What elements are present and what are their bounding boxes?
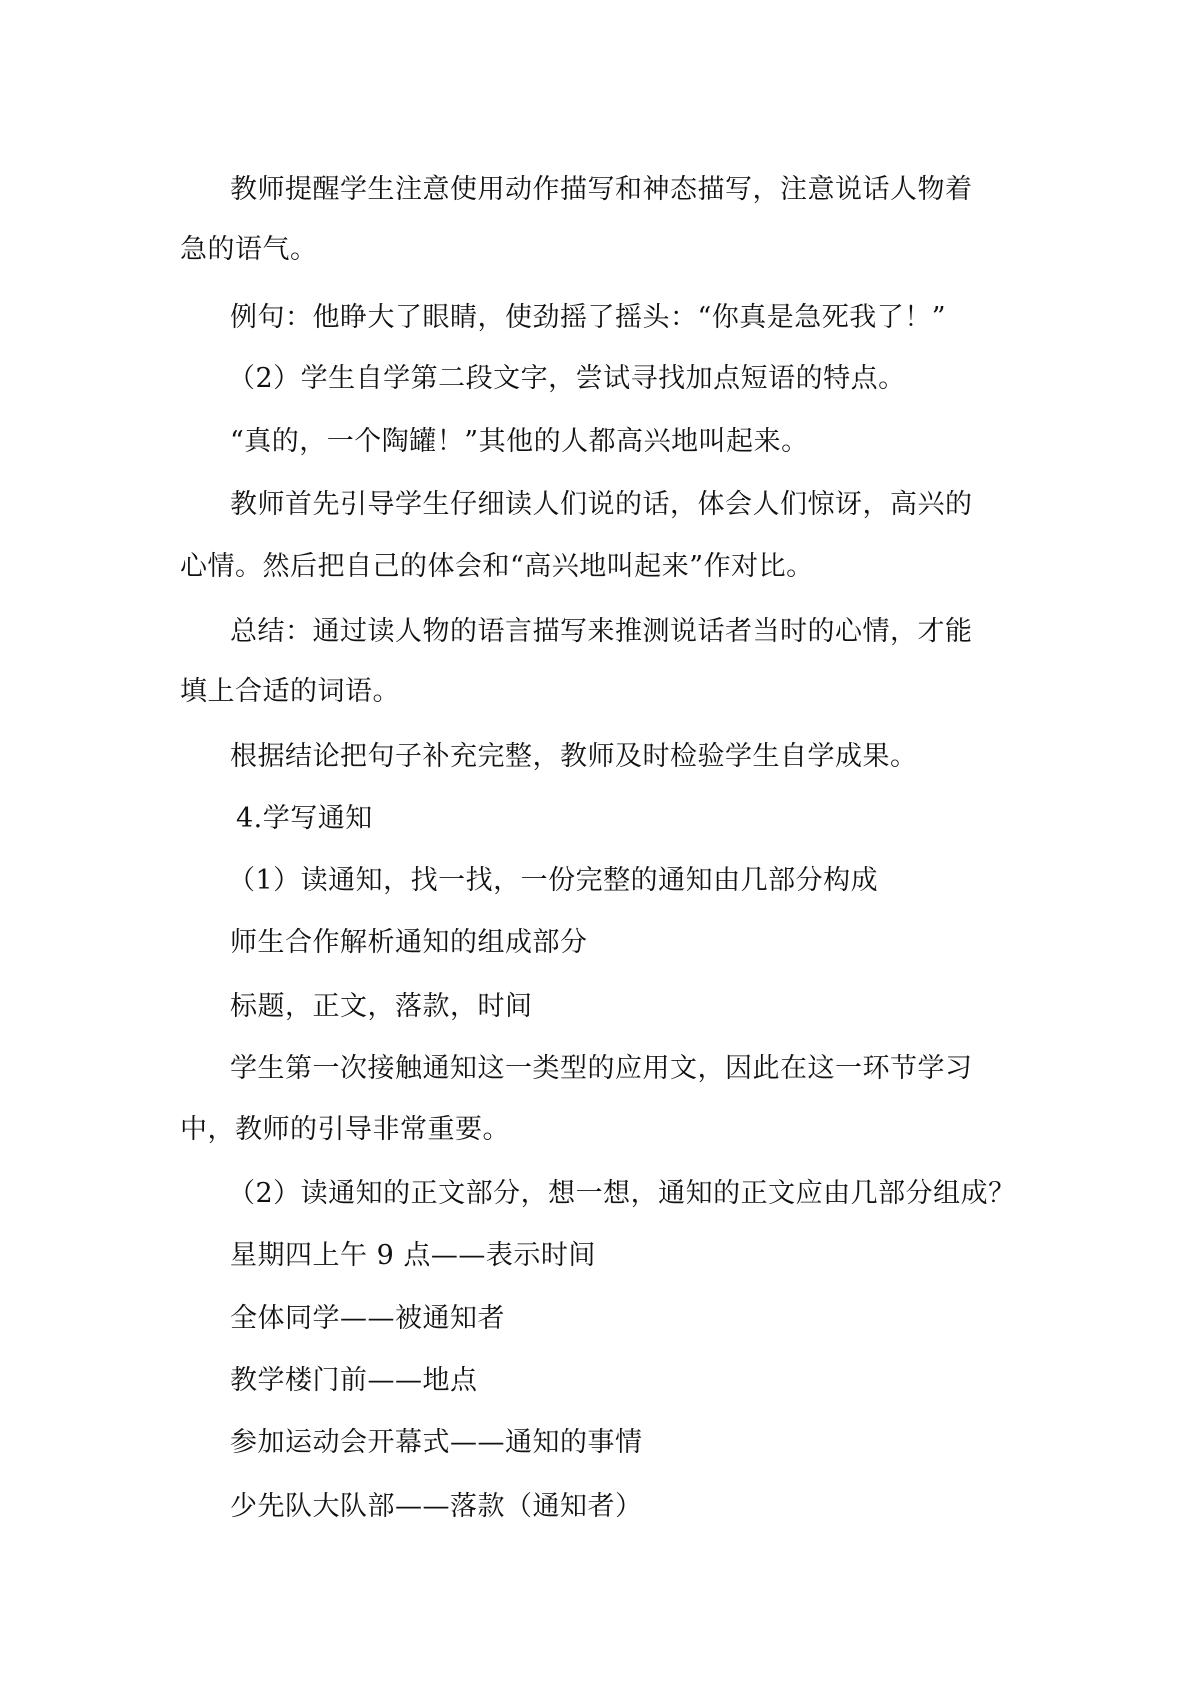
text-line: 教学楼门前——地点 [230,1365,478,1396]
text-line: 星期四上午 9 点——表示时间 [230,1240,596,1271]
text-line: “真的，一个陶罐！”其他的人都高兴地叫起来。 [230,426,809,457]
text-line: 心情。然后把自己的体会和“高兴地叫起来”作对比。 [180,551,814,582]
text-line: 总结：通过读人物的语言描写来推测说话者当时的心情，才能 [230,616,973,647]
text-line: 参加运动会开幕式——通知的事情 [230,1427,643,1458]
text-line: （2）读通知的正文部分，想一想，通知的正文应由几部分组成？ [228,1178,1016,1209]
text-line: 少先队大队部——落款（通知者） [230,1491,643,1522]
text-line: （1）读通知，找一找，一份完整的通知由几部分构成 [228,865,879,896]
text-line: （2）学生自学第二段文字，尝试寻找加点短语的特点。 [228,363,906,394]
text-line: 全体同学——被通知者 [230,1303,505,1334]
text-line: 学生第一次接触通知这一类型的应用文，因此在这一环节学习 [230,1053,973,1084]
text-line: 教师首先引导学生仔细读人们说的话，体会人们惊讶，高兴的 [230,489,973,520]
text-line: 教师提醒学生注意使用动作描写和神态描写，注意说话人物着 [230,174,973,205]
text-line: 根据结论把句子补充完整，教师及时检验学生自学成果。 [230,741,918,772]
section-heading: 4.学写通知 [236,803,373,834]
text-line: 例句：他睁大了眼睛，使劲摇了摇头：“你真是急死我了！” [230,302,947,333]
text-line: 师生合作解析通知的组成部分 [230,927,588,958]
text-line: 标题，正文，落款，时间 [230,991,533,1022]
text-line: 填上合适的词语。 [180,676,400,707]
text-line: 中，教师的引导非常重要。 [180,1114,510,1145]
text-line: 急的语气。 [180,234,318,265]
